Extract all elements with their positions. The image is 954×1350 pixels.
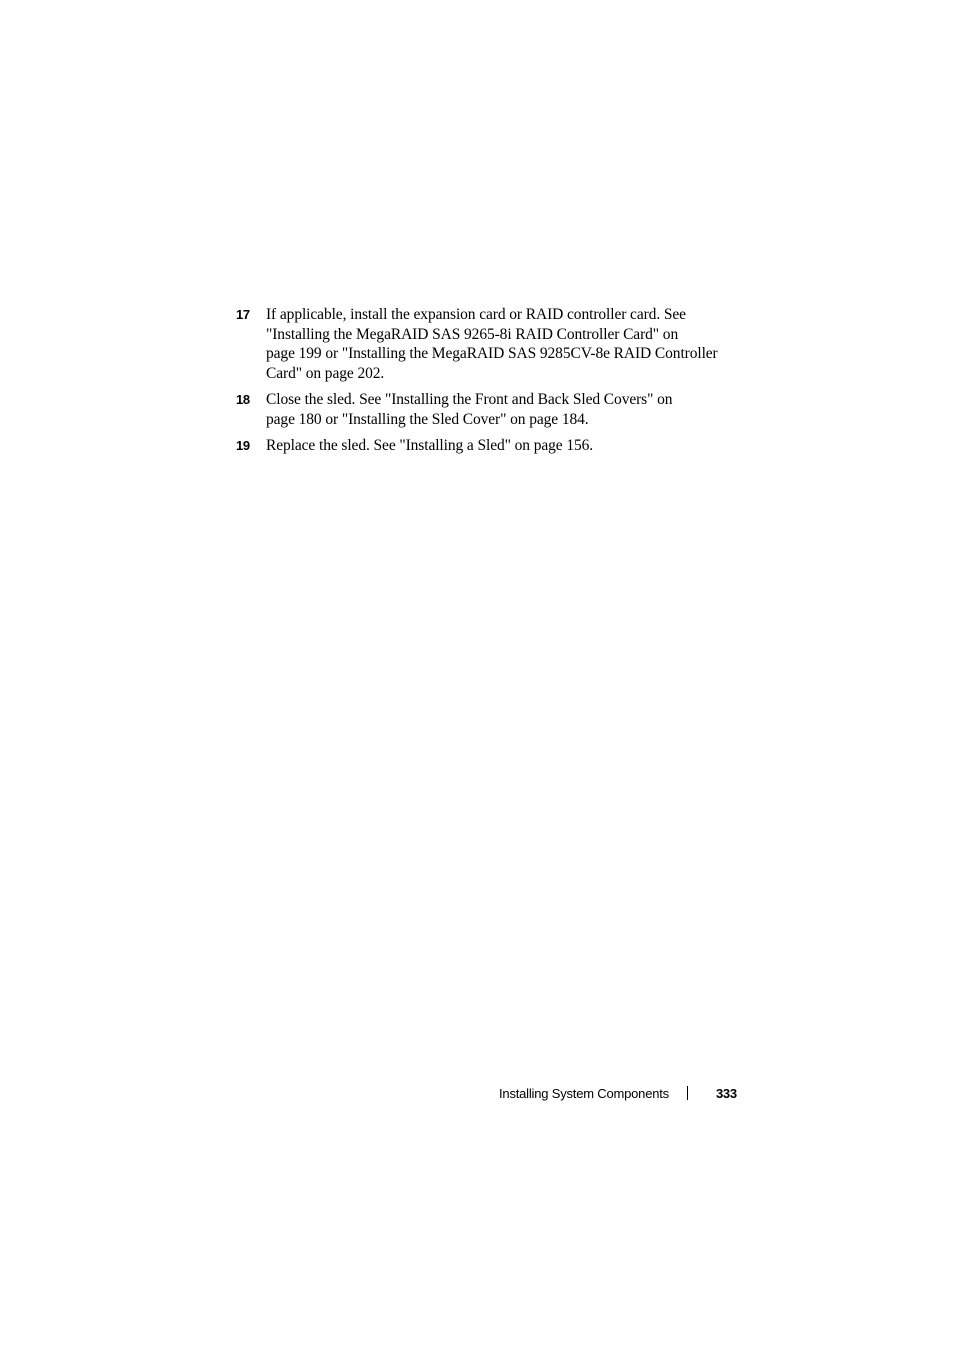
step-number: 18 [236, 392, 250, 407]
step-item [236, 305, 746, 383]
step-text: If applicable, install the expansion card or RAID controller card. See "Installing the MegaRAID SAS 9265-8i RAID Controller Card" on page 199 or "Installing the MegaRAID SAS 9285CV-8e RAID Controller Card" on page 202. [266, 306, 718, 382]
step-text: Replace the sled. See "Installing a Sled" on page 156. [266, 437, 594, 454]
step-item [236, 390, 746, 429]
step-number: 19 [236, 438, 250, 453]
page-number: 333 [716, 1085, 737, 1101]
footer-section-title: Installing System Components [499, 1085, 669, 1101]
procedure-steps [236, 305, 746, 463]
footer-separator [687, 1086, 688, 1100]
step-text: Close the sled. See "Installing the Front and Back Sled Covers" on page 180 or "Installing the Sled Cover" on page 184. [266, 391, 673, 428]
page-footer [499, 1084, 737, 1102]
step-item [236, 436, 746, 456]
step-number: 17 [236, 307, 250, 322]
